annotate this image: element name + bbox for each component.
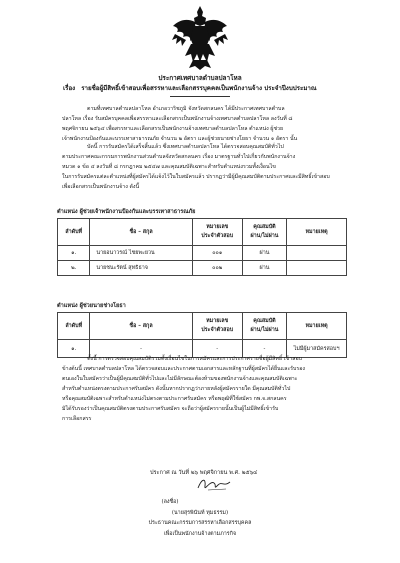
position2-table [57,312,347,358]
signature-block [0,497,400,539]
paragraph-line: พฤศจิกายน ๒๕๖๔ เพื่อสรรหาและเลือกสรรเป็นพนักงานจ้างเทศบาลตำบลปลาโหล ตำแหน่ง ผู้ช่วย [62,126,284,132]
col-result-header [242,219,286,246]
col-exam-id-header [192,313,242,340]
paragraph-line: บัดนี้ การรับสมัครได้เสร็จสิ้นแล้ว ซึ่งเทศบาลตำบลปลาโหล ได้ตรวจสอบคุณสมบัติทั่วไป [87,144,284,150]
table-row [58,246,347,261]
cell-note [287,246,347,261]
announcement-title: ประกาศเทศบาลตำบลปลาโหล [158,74,242,82]
position-label: ตำแหน่ง [57,209,78,215]
col-result-line2: ผ่าน/ไม่ผ่าน [250,327,279,333]
paragraph-line: ตามประกาศคณะกรรมการพนักงานส่วนตำบลจังหวัดสกลนคร เรื่อง มาตรฐานทั่วไปเกี่ยวกับพนักงานจ้าง [62,154,296,160]
col-name-header: ชื่อ – สกุล [90,219,192,246]
col-exam-id-line2: ประจำตัวสอบ [201,233,234,239]
paragraph-line: ในการรับสมัครแต่ละตำแหน่งที่ผู้สมัครได้แจ้งไว้ในใบสมัครแล้ว ปรากฏว่ามีผู้มีคุณสมบัติตามประกาศและมีสิทธิ์เข้าสอบ [62,174,330,180]
paragraph-line: ตนเองในใบสมัครว่าเป็นผู้มีคุณสมบัติทั่วไปและไม่มีลักษณะต้องห้ามของพนักงานจ้างและคุณสมบัติเฉพาะ [62,376,298,382]
col-exam-id-line1: หมายเลข [206,224,229,230]
subject-label: เรื่อง [63,85,76,92]
subject-text: รายชื่อผู้มีสิทธิ์เข้าสอบเพื่อสรรหาและเลือกสรรบุคคลเป็นพนักงานจ้าง ประจำปีงบประมาณ [81,85,317,92]
announcement-subject [63,83,317,93]
col-exam-id-header [192,219,242,246]
col-no-header: ลำดับที่ [58,219,90,246]
col-result-line2: ผ่าน/ไม่ผ่าน [250,233,279,239]
table-row [58,261,347,276]
cell-exam-id: - [192,340,242,358]
garuda-emblem-icon [169,4,231,70]
col-exam-id-line2: ประจำตัวสอบ [201,327,234,333]
paragraph-line: การเลือกสรร [62,416,92,422]
col-note-header: หมายเหตุ [287,219,347,246]
paragraph-line: หมวด ๑ ข้อ ๔ ลงวันที่ ๘ กรกฎาคม ๒๕๔๗ และคุณสมบัติเฉพาะสำหรับตำแหน่งรวมทั้งเงื่อนไข [62,164,276,170]
cell-result: ผ่าน [242,246,286,261]
handwritten-signature-icon [196,474,232,494]
table-header-row [58,219,347,246]
col-no-header: ลำดับที่ [58,313,90,340]
signer-name: (นายสุรพินันท์ ทุมธรรม) [171,509,229,516]
paragraph-line: ข้างต้นนี้ เทศบาลตำบลปลาโหล ได้ตรวจสอบและประกาศตามเอกสารและหลักฐานที่ผู้สมัครได้ยื่นและรับรอง [62,366,305,372]
signer-title-cont: เพื่อเป็นพนักงานจ้างตามภารกิจ [163,530,237,537]
cell-name: - [90,340,192,358]
paragraph-line: ทั้งนี้ การตรวจสอบคุณสมบัติรวมทั้งเงื่อนไขในการสมัครและการประกาศรายชื่อผู้มีสิทธิ์ เข้าสอบ [87,356,302,362]
paragraph-line: เพื่อเลือกสรรเป็นพนักงานจ้าง ดังนี้ [62,184,140,190]
col-exam-id-line1: หมายเลข [206,318,229,324]
cell-note [287,261,347,276]
cell-no: ๑. [58,246,90,261]
conditions-paragraph [62,354,350,424]
cell-result: ผ่าน [242,261,286,276]
position1-heading [57,208,195,216]
paragraph-line: มิได้รับรองว่าเป็นคุณสมบัติตรงตามประกาศรับสมัคร จะถือว่าผู้สมัครรายนั้นเป็นผู้ไม่มีสิทธิ์เข้ารับ [62,406,279,412]
announcement-date: ประกาศ ณ วันที่ ๒๖ พฤศจิกายน พ.ศ. ๒๕๖๔ [150,470,258,476]
col-name-header: ชื่อ – สกุล [90,313,192,340]
cell-exam-id: ๐๐๑ [192,246,242,261]
position-title: ผู้ช่วยเจ้าพนักงานป้องกันและบรรเทาสาธารณภัย [79,209,196,215]
col-result-header [242,313,286,340]
col-result-line1: คุณสมบัติ [253,224,276,230]
paragraph-line: เจ้าพนักงานป้องกันและบรรเทาสาธารณภัย จำนวน ๒ อัตรา และผู้ช่วยนายช่างโยธา จำนวน ๑ อัตรา นั้น [62,136,298,142]
signed-label: (ลงชื่อ) [161,499,179,505]
position2-heading [57,302,126,310]
paragraph-line: หรือคุณสมบัติเฉพาะสำหรับตำแหน่งไม่ตรงตามประกาศรับสมัคร หรือพฤฒิที่ใช้สมัคร กพ.จ.สกลนคร [62,396,287,402]
cell-result: - [242,340,286,358]
position-label: ตำแหน่ง [57,303,78,309]
position-title: ผู้ช่วยนายช่างโยธา [79,303,126,309]
cell-no: ๑. [58,340,90,358]
cell-note: ไม่มีผู้มาสมัครสอบฯ [287,340,347,358]
cell-no: ๒. [58,261,90,276]
table-header-row [58,313,347,340]
paragraph-line: สำหรับตำแหน่งตรงตามประกาศรับสมัคร ดังนั้นหากปรากฏว่าภายหลังผู้สมัครรายใด มีคุณสมบัติทั่วไป [62,386,291,392]
cell-name: นายชนะรัตน์ สุทธิธาจ [90,261,192,276]
position1-table [57,218,347,276]
col-result-line1: คุณสมบัติ [253,318,276,324]
col-note-header: หมายเหตุ [287,313,347,340]
paragraph-line: ปลาโหล เรื่อง รับสมัครบุคคลเพื่อสรรหาและเลือกสรรเป็นพนักงานจ้างเทศบาลตำบลปลาโหล ลงวันที่ ๘ [62,116,293,122]
paragraph-line: ตามที่เทศบาลตำบลปลาโหล อำเภอวาริชภูมิ จังหวัดสกลนคร ได้มีประกาศเทศบาลตำบล [87,106,285,112]
intro-paragraph [62,104,350,144]
cell-exam-id: ๐๐๒ [192,261,242,276]
signer-title: ประธานคณะกรรมการสรรหาเลือกสรรบุคคล [148,520,252,526]
cell-name: นายอนาวรณ์ ไชยพะยวน [90,246,192,261]
result-paragraph [62,142,350,192]
title-divider [170,96,230,97]
